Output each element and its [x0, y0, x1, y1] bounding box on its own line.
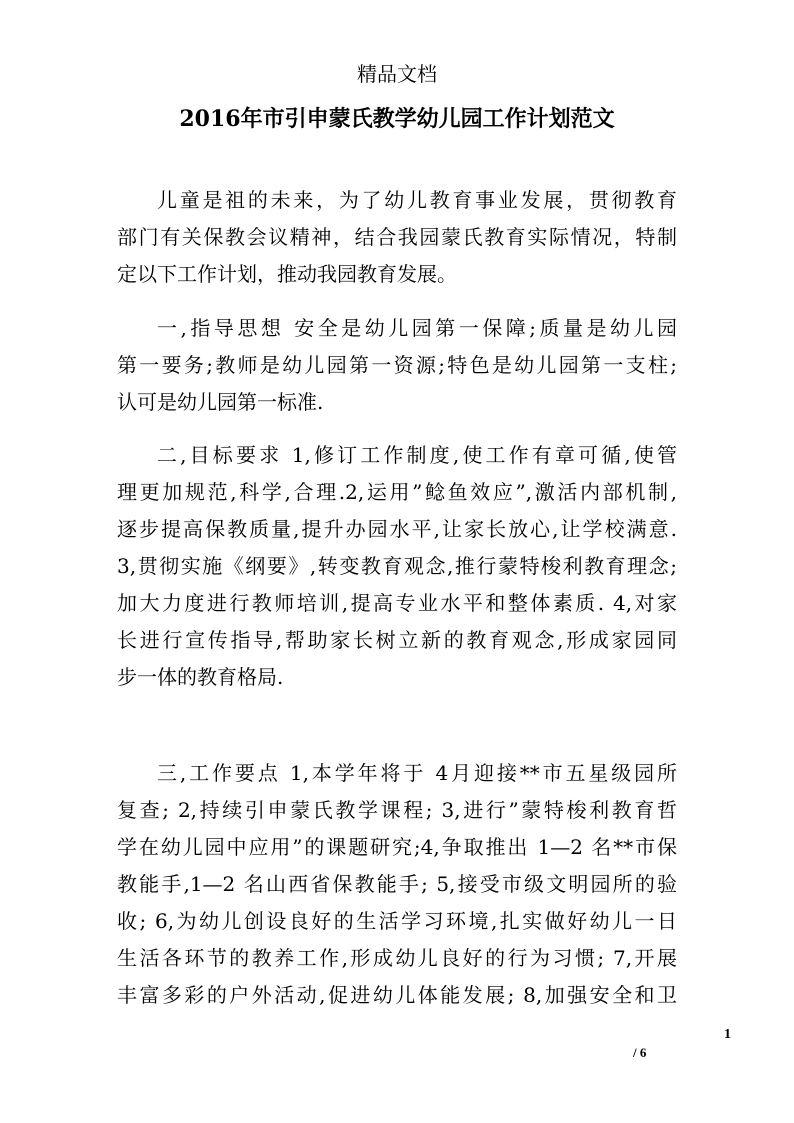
paragraph-goals: [117, 437, 677, 696]
paragraph-line: 认可是幼儿园第一标准.: [117, 390, 324, 414]
paragraph-line: 加大力度进行教师培训,提高专业水平和整体素质. 4,对家: [117, 591, 677, 615]
paragraph-line: 儿童是祖的未来，为了幼儿教育事业发展，贯彻教育: [157, 188, 677, 212]
paragraph-line: 二,目标要求 1,修订工作制度,使工作有章可循,使管: [157, 443, 677, 467]
paragraph-line: 步一体的教育格局.: [117, 665, 284, 689]
paragraph-line: 3,贯彻实施《纲要》,转变教育观念,推行蒙特梭利教育理念;: [117, 554, 677, 578]
paragraph-line: 三,工作要点 1,本学年将于 4月迎接**市五星级园所: [157, 761, 677, 785]
paragraph-guiding-ideology: [117, 310, 677, 421]
paragraph-line: 丰富多彩的户外活动,促进幼儿体能发展; 8,加强安全和卫: [117, 983, 677, 1007]
paragraph-line: 理更加规范,科学,合理.2,运用”鲶鱼效应”,激活内部机制,: [117, 480, 677, 504]
paragraph-line: 部门有关保教会议精神，结合我园蒙氏教育实际情况，特制: [117, 225, 677, 249]
paragraph-intro: [117, 182, 677, 293]
paragraph-line: 长进行宣传指导,帮助家长树立新的教育观念,形成家园同: [117, 628, 677, 652]
paragraph-line: 逐步提高保教质量,提升办园水平,让家长放心,让学校满意.: [117, 517, 677, 541]
paragraph-line: 生活各环节的教养工作,形成幼儿良好的行为习惯; 7,开展: [117, 946, 677, 970]
paragraph-line: 学在幼儿园中应用”的课题研究;4,争取推出 1—2 名**市保: [117, 835, 677, 859]
page-header: 精品文档: [357, 62, 437, 86]
paragraph-work-points: [117, 755, 677, 1014]
paragraph-line: 收; 6,为幼儿创设良好的生活学习环境,扎实做好幼儿一日: [117, 909, 677, 933]
page-number: 1: [724, 1027, 731, 1042]
paragraph-line: 教能手,1—2 名山西省保教能手; 5,接受市级文明园所的验: [117, 872, 677, 896]
page-total: / 6: [633, 1045, 647, 1060]
paragraph-line: 复查; 2,持续引申蒙氏教学课程; 3,进行”蒙特梭利教育哲: [117, 798, 677, 822]
document-title: 2016年市引申蒙氏教学幼儿园工作计划范文: [179, 106, 615, 132]
paragraph-line: 定以下工作计划，推动我园教育发展。: [117, 262, 457, 286]
paragraph-line: 第一要务;教师是幼儿园第一资源;特色是幼儿园第一支柱;: [117, 353, 677, 377]
paragraph-line: 一,指导思想 安全是幼儿园第一保障;质量是幼儿园: [157, 316, 677, 340]
